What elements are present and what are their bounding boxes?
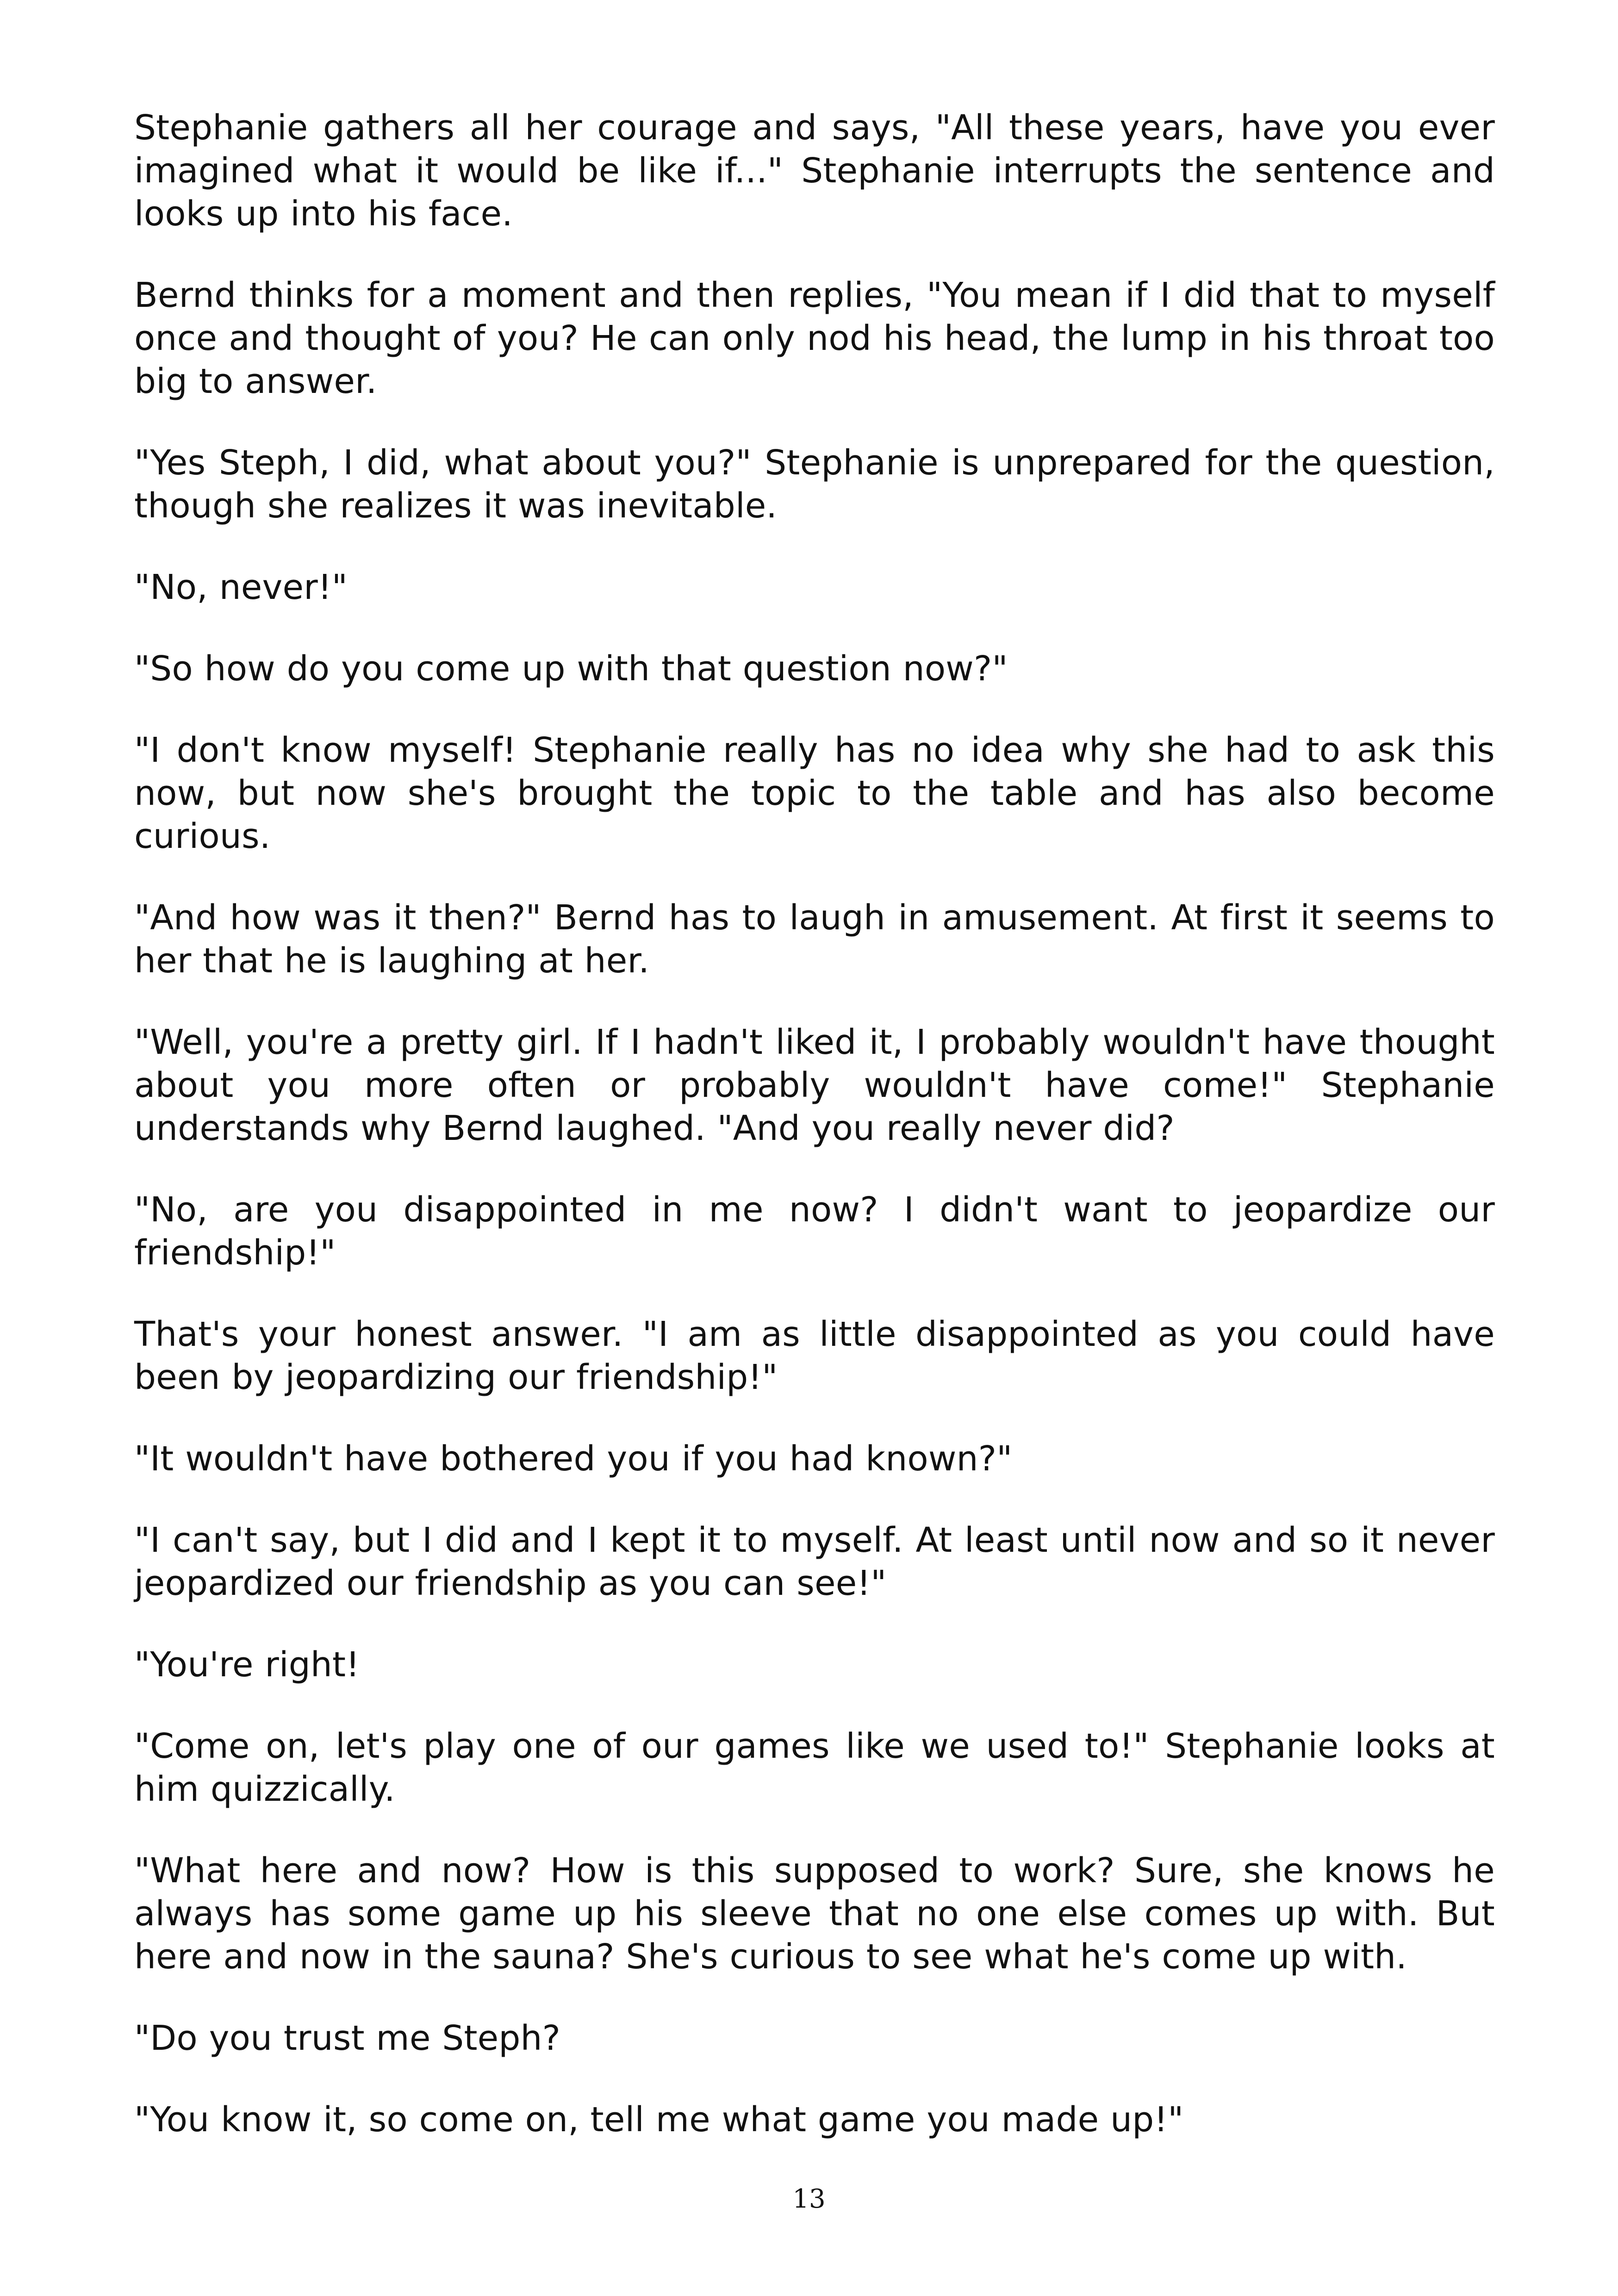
document-body [134,106,1495,2141]
paragraph: Stephanie gathers all her courage and says, "All these years, have you ever imagined what it would be like if..." Stephanie interrupts the sentence and looks up into his face. [134,108,1495,234]
paragraph: "You know it, so come on, tell me what game you made up!" [134,2100,1184,2140]
paragraph: "Yes Steph, I did, what about you?" Stephanie is unprepared for the question, though she realizes it was inevitable. [134,443,1495,526]
paragraph: "No, are you disappointed in me now? I didn't want to jeopardize our friendship!" [134,1190,1495,1273]
paragraph: That's your honest answer. "I am as little disappointed as you could have been by jeopardizing our friendship!" [134,1314,1495,1397]
paragraph: "You're right! [134,1645,360,1685]
paragraph: Bernd thinks for a moment and then replies, "You mean if I did that to myself once and thought of you? He can only nod his head, the lump in his throat too big to answer. [134,275,1495,401]
paragraph: "And how was it then?" Bernd has to laugh in amusement. At first it seems to her that he is laughing at her. [134,898,1495,981]
paragraph: "What here and now? How is this supposed to work? Sure, she knows he always has some game up his sleeve that no one else comes up with. But here and now in the sauna? She's curious to see what he's come up with. [134,1851,1495,1977]
paragraph: "So how do you come up with that question now?" [134,649,1008,689]
paragraph: "Well, you're a pretty girl. If I hadn't liked it, I probably wouldn't have thought about you more often or probably wouldn't have come!" Stephanie understands why Bernd laughed. "And you really never did? [134,1022,1495,1148]
page-number: 13 [792,2184,826,2214]
paragraph: "I can't say, but I did and I kept it to myself. At least until now and so it never jeopardized our friendship as you can see!" [134,1520,1495,1603]
paragraph: "Come on, let's play one of our games like we used to!" Stephanie looks at him quizzically. [134,1726,1495,1809]
paragraph: "It wouldn't have bothered you if you had known?" [134,1439,1013,1479]
paragraph: "No, never!" [134,567,348,607]
paragraph: "Do you trust me Steph? [134,2018,561,2058]
paragraph: "I don't know myself! Stephanie really has no idea why she had to ask this now, but now she's brought the topic to the table and has also become curious. [134,730,1495,856]
